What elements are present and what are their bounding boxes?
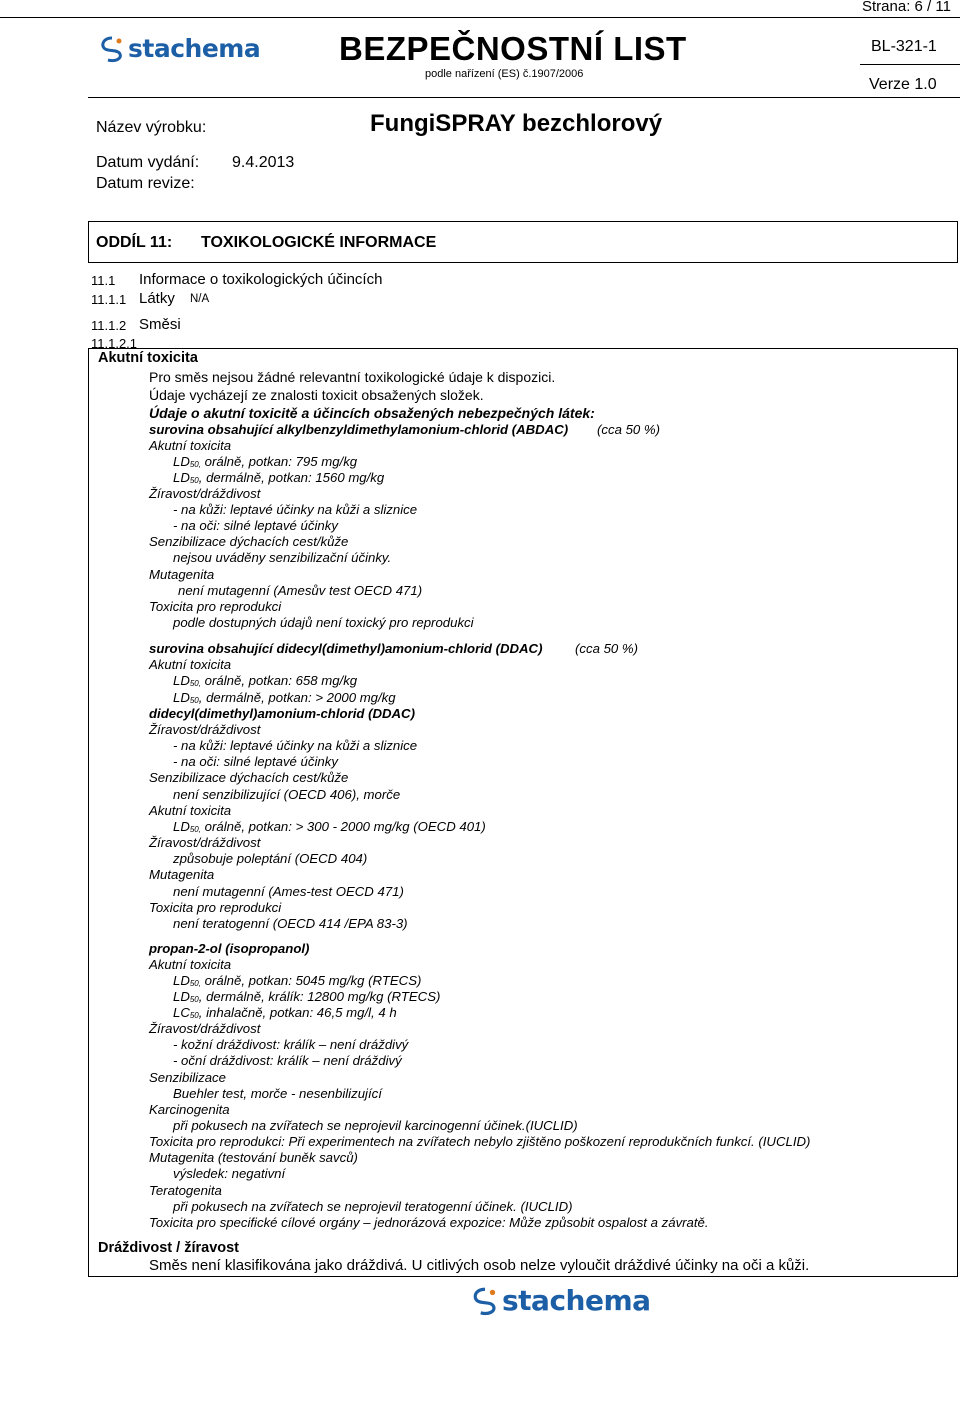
- text-line: Údaje o akutní toxicitě a účincích obsažených nebezpečných látek:: [149, 405, 595, 421]
- ld-sub: 50: [189, 696, 199, 705]
- text-line: při pokusech na zvířatech se neprojevil teratogenní účinek. (IUCLID): [173, 1199, 573, 1214]
- issue-date: 9.4.2013: [232, 154, 295, 171]
- text-line: není teratogenní (OECD 414 /EPA 83-3): [173, 916, 408, 931]
- header-bottom-rule: [88, 97, 960, 98]
- page-number: Strana: 6 / 11: [862, 0, 951, 15]
- document-code: BL-321-1: [871, 38, 937, 55]
- section-title: TOXIKOLOGICKÉ INFORMACE: [201, 234, 437, 251]
- text-line: Žíravost/dráždivost: [149, 835, 261, 850]
- ld-label: LD: [173, 819, 190, 834]
- substance-heading: surovina obsahující didecyl(dimethyl)amonium-chlorid (DDAC): [149, 641, 543, 656]
- subsection-number: 11.1.2: [91, 318, 127, 333]
- ld-label: LD: [173, 690, 190, 705]
- ld-value: , dermálně, králík: 12800 mg/kg (RTECS): [198, 989, 441, 1004]
- subsection-number: 11.1.2.1: [91, 336, 138, 351]
- acute-toxicity-heading: Akutní toxicita: [98, 350, 198, 366]
- header-logo: [98, 34, 260, 63]
- subsection-title: Látky: [139, 290, 175, 307]
- irritation-heading: Dráždivost / žíravost: [98, 1240, 240, 1256]
- text-line: výsledek: negativní: [173, 1166, 286, 1181]
- text-line: není senzibilizující (OECD 406), morče: [173, 787, 401, 802]
- substance-heading: didecyl(dimethyl)amonium-chlorid (DDAC): [149, 706, 415, 721]
- product-label: Název výrobku:: [96, 119, 207, 136]
- ld-value: orálně, potkan: > 300 - 2000 mg/kg (OECD 401): [204, 819, 486, 834]
- ld-value: orálně, potkan: 5045 mg/kg (RTECS): [204, 973, 422, 988]
- header-side-rule: [860, 64, 960, 65]
- text-line: Toxicita pro reprodukci: [149, 599, 282, 614]
- text-line: Akutní toxicita: [149, 657, 232, 672]
- ld-value: orálně, potkan: 658 mg/kg: [204, 673, 358, 688]
- text-line: Toxicita pro specifické cílové orgány – jednorázová expozice: Může způsobit ospalost a závratě.: [149, 1215, 709, 1230]
- ld-value: , dermálně, potkan: 1560 mg/kg: [198, 470, 385, 485]
- ld-label: LD: [173, 989, 190, 1004]
- text-line: Teratogenita: [149, 1183, 222, 1198]
- lc-sub: 50: [189, 1011, 199, 1020]
- subsection-number: 11.1: [91, 273, 116, 288]
- lc-label: LC: [173, 1005, 190, 1020]
- subsection-title: Informace o toxikologických účincích: [139, 271, 383, 288]
- logo-text: stachema: [128, 34, 261, 63]
- text-line: není mutagenní (Amesův test OECD 471): [178, 583, 423, 598]
- irritation-text: Směs není klasifikována jako dráždivá. U citlivých osob nelze vyloučit dráždivé účinky na oči a kůži.: [149, 1257, 810, 1274]
- text-line: Toxicita pro reprodukci: [149, 900, 282, 915]
- lc-value: , inhalačně, potkan: 46,5 mg/l, 4 h: [198, 1005, 397, 1020]
- text-line: není mutagenní (Ames-test OECD 471): [173, 884, 404, 899]
- text-line: Pro směs nejsou žádné relevantní toxikologické údaje k dispozici.: [149, 369, 556, 385]
- ld-sub: 50,: [189, 979, 201, 988]
- ld-value: orálně, potkan: 795 mg/kg: [204, 454, 358, 469]
- text-line: (cca 50 %): [597, 422, 661, 437]
- substance-heading: surovina obsahující alkylbenzyldimethylamonium-chlorid (ABDAC): [149, 422, 569, 437]
- text-line: nejsou uváděny senzibilizační účinky.: [173, 550, 392, 565]
- ld-label: LD: [173, 673, 190, 688]
- text-line: Mutagenita: [149, 567, 215, 582]
- logo-swirl-icon: [98, 35, 126, 63]
- ld-label: LD: [173, 973, 190, 988]
- revision-date-label: Datum revize:: [96, 175, 195, 192]
- text-line: Toxicita pro reprodukci: Při experimentech na zvířatech nebylo zjištěno poškození reprodukčních funkcí. (IUCLID): [149, 1134, 811, 1149]
- text-line: Senzibilizace dýchacích cest/kůže: [149, 534, 349, 549]
- text-line: podle dostupných údajů není toxický pro reprodukci: [173, 615, 474, 630]
- text-line: Žíravost/dráždivost: [149, 722, 261, 737]
- text-line: - na kůži: leptavé účinky na kůži a sliznice: [173, 738, 418, 753]
- ld-label: LD: [173, 454, 190, 469]
- text-line: způsobuje poleptání (OECD 404): [173, 851, 368, 866]
- text-line: Mutagenita (testování buněk savců): [149, 1150, 358, 1165]
- text-line: Akutní toxicita: [149, 803, 232, 818]
- text-line: Buehler test, morče - nesenbilizující: [173, 1086, 382, 1101]
- text-line: při pokusech na zvířatech se neprojevil karcinogenní účinek.(IUCLID): [173, 1118, 578, 1133]
- text-line: Žíravost/dráždivost: [149, 486, 261, 501]
- issue-date-label: Datum vydání:: [96, 154, 200, 171]
- ld-sub: 50,: [189, 825, 201, 834]
- ld-sub: 50: [189, 476, 199, 485]
- product-name: FungiSPRAY bezchlorový: [370, 110, 663, 137]
- logo-swirl-icon: [470, 1286, 500, 1316]
- text-line: Senzibilizace: [149, 1070, 226, 1085]
- text-line: - na oči: silné leptavé účinky: [173, 518, 338, 533]
- text-line: (cca 50 %): [575, 641, 639, 656]
- subsection-title: Směsi: [139, 316, 181, 333]
- text-line: - na oči: silné leptavé účinky: [173, 754, 338, 769]
- text-line: - kožní dráždivost: králík – není dráždivý: [173, 1037, 409, 1052]
- text-line: Údaje vycházejí ze znalosti toxicit obsažených složek.: [149, 387, 484, 403]
- substance-heading: propan-2-ol (isopropanol): [149, 941, 310, 956]
- ld-label: LD: [173, 470, 190, 485]
- ld-sub: 50,: [189, 460, 201, 469]
- text-line: Mutagenita: [149, 867, 215, 882]
- ld-value: , dermálně, potkan: > 2000 mg/kg: [198, 690, 396, 705]
- footer-logo: [470, 1284, 651, 1317]
- section-number: ODDÍL 11:: [96, 234, 173, 251]
- subsection-value: N/A: [190, 293, 210, 305]
- subsection-number: 11.1.1: [91, 292, 127, 307]
- text-line: Karcinogenita: [149, 1102, 230, 1117]
- ld-sub: 50,: [189, 679, 201, 688]
- ld-sub: 50: [189, 995, 199, 1004]
- text-line: - oční dráždivost: králík – není dráždivý: [173, 1053, 402, 1068]
- header-top-rule: [0, 17, 960, 18]
- text-line: Senzibilizace dýchacích cest/kůže: [149, 770, 349, 785]
- text-line: Žíravost/dráždivost: [149, 1021, 261, 1036]
- text-line: Akutní toxicita: [149, 438, 232, 453]
- logo-text: stachema: [502, 1284, 651, 1317]
- version: Verze 1.0: [869, 76, 937, 93]
- text-line: - na kůži: leptavé účinky na kůži a sliznice: [173, 502, 418, 517]
- document-title: BEZPEČNOSTNÍ LIST: [339, 30, 687, 67]
- regulation-subtitle: podle nařízení (ES) č.1907/2006: [425, 68, 584, 80]
- text-line: Akutní toxicita: [149, 957, 232, 972]
